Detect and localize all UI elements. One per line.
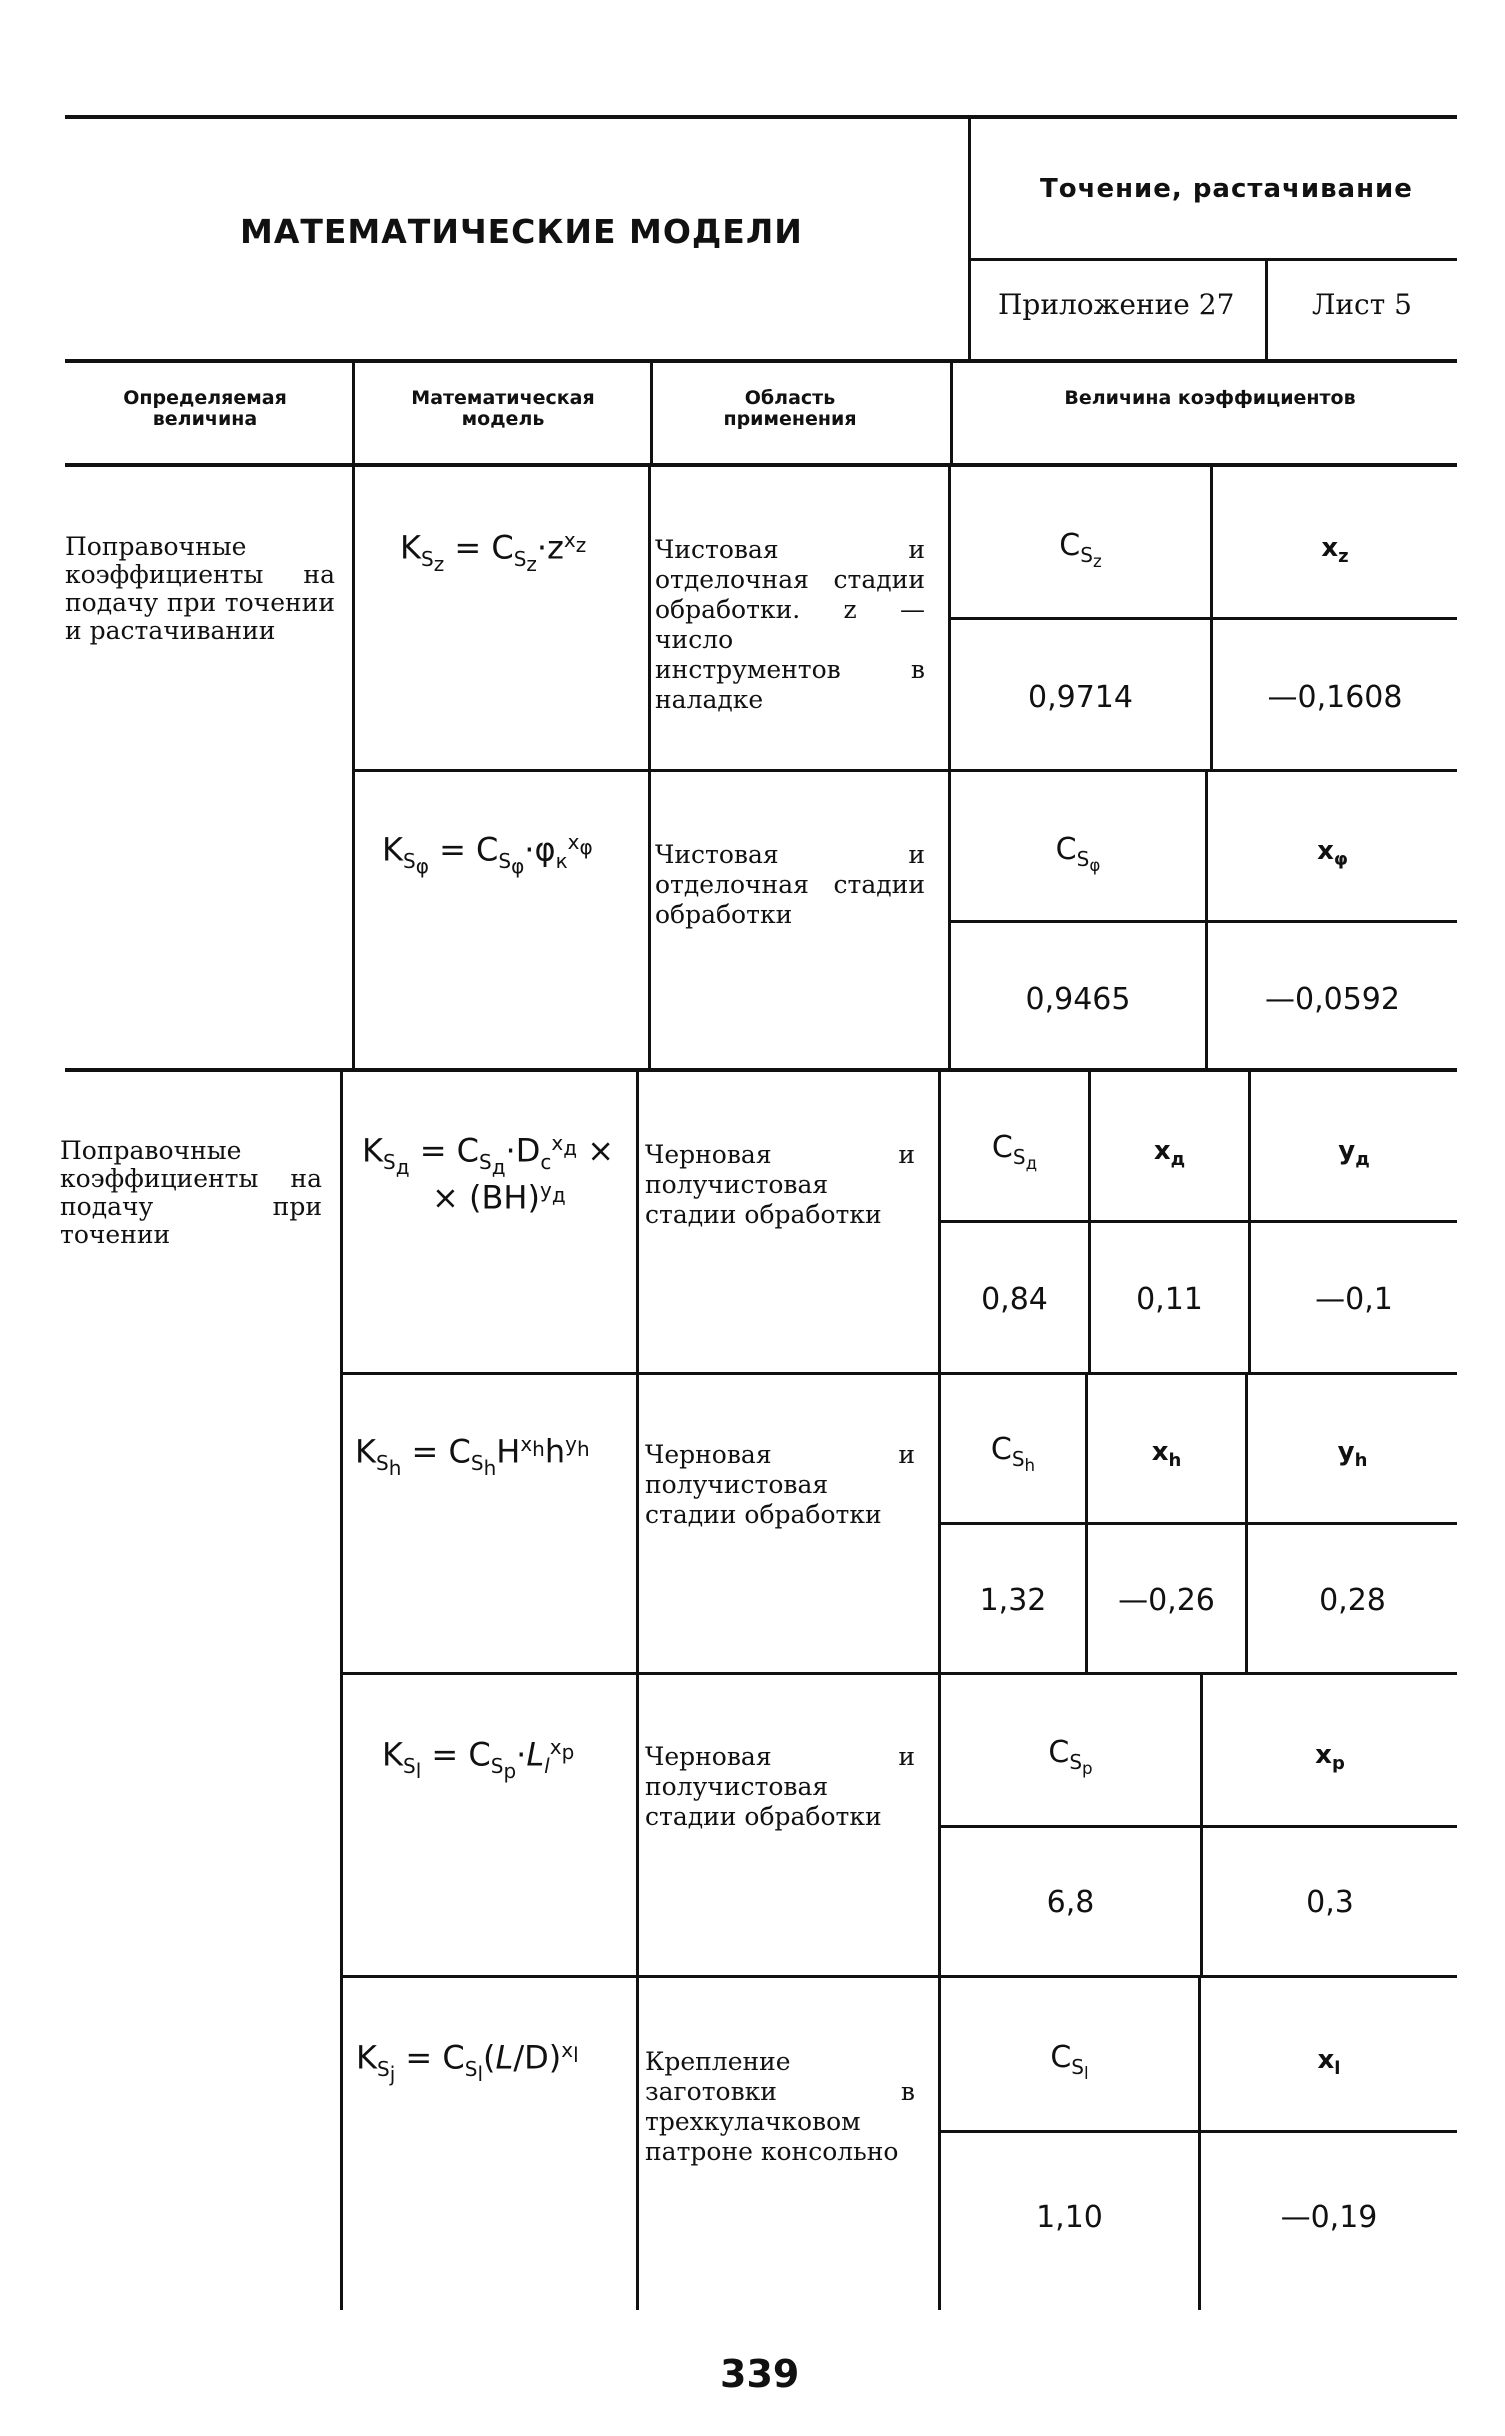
coef-value: 1,10 <box>1036 2200 1103 2235</box>
row-rule <box>340 1975 1457 1978</box>
formula-ksj: $K_{S_j} = C_{S_l}(L/D)^{x_l}$ <box>356 2038 579 2087</box>
coef-name: $C_{S_д}$ <box>991 1130 1038 1173</box>
group2-col-divider-1 <box>340 1072 343 2310</box>
appendix-label: Приложение 27 <box>998 288 1235 321</box>
col-header-quantity: Определяемая величина <box>123 387 287 430</box>
row6-coef-rule <box>941 2130 1457 2133</box>
coef-value: 0,9714 <box>1028 680 1133 715</box>
formula-ksl: $K_{S_l} = C_{S_p}\cdot L_l^{x_p}$ <box>382 1735 575 1784</box>
formula-ksh: $K_{S_h} = C_{S_h}H^{x_h}h^{y_h}$ <box>355 1432 590 1481</box>
col-divider-1 <box>352 363 355 463</box>
coef-name: $y_д$ <box>1338 1136 1370 1171</box>
coef-value: 0,3 <box>1306 1885 1354 1920</box>
col-divider-3 <box>950 363 953 463</box>
col-header-model: Математическая модель <box>411 387 595 430</box>
col-header-coefficients: Величина коэффициентов <box>1064 387 1356 409</box>
appendix-divider <box>1265 261 1268 359</box>
formula-ksphi: $K_{S_\varphi} = C_{S_\varphi}\cdot\varphi_к^{x_\varphi}$ <box>382 830 593 879</box>
coef-value: —0,19 <box>1280 2200 1378 2235</box>
scope-text: Черновая и получистовая стадии обработки <box>645 1140 915 1229</box>
coef-value: —0,26 <box>1118 1583 1215 1618</box>
group2-col-divider-2 <box>636 1072 639 2310</box>
header-bottom-rule <box>65 359 1457 363</box>
coef-name: $C_{S_\varphi}$ <box>1055 832 1101 875</box>
coef-value: 0,9465 <box>1025 982 1131 1017</box>
row1-coef-rule <box>951 617 1457 620</box>
col-divider-2 <box>650 363 653 463</box>
row-rule <box>352 769 1457 772</box>
page-number: 339 <box>720 2352 800 2396</box>
scope-text: Чистовая и отделочная стадии обработки. z — число инструментов в наладке <box>655 535 925 714</box>
col-header-scope: Область применения <box>723 387 857 430</box>
page-title: МАТЕМАТИЧЕСКИЕ МОДЕЛИ <box>240 212 803 251</box>
coef-value: —0,0592 <box>1265 982 1400 1017</box>
coef-value: —0,1608 <box>1267 680 1403 715</box>
coef-value: 1,32 <box>979 1583 1047 1618</box>
row-rule <box>340 1372 1457 1375</box>
coef-name: $C_{S_h}$ <box>990 1432 1036 1475</box>
row5-coef-rule <box>941 1825 1457 1828</box>
row4-coef-rule <box>941 1522 1457 1525</box>
group-label: Поправочные коэффициенты на подачу при точении <box>60 1136 322 1249</box>
coef-name: $x_д$ <box>1153 1136 1186 1171</box>
coef-name: $x_p$ <box>1315 1740 1345 1775</box>
coef-name: $y_h$ <box>1337 1437 1368 1472</box>
coef-name: $x_l$ <box>1317 2045 1341 2080</box>
group2-col-divider-3 <box>938 1072 941 2310</box>
coef-value: 0,28 <box>1319 1583 1386 1618</box>
section-title: Точение, растачивание <box>1040 174 1413 204</box>
scope-text: Крепление заготовки в трехкулачковом патроне консольно <box>645 2047 915 2166</box>
coef-name: $x_\varphi$ <box>1317 836 1348 871</box>
sheet-label: Лист 5 <box>1312 288 1412 321</box>
row6-coef-divider <box>1198 1978 1201 2310</box>
scope-text: Черновая и получистовая стадии обработки <box>645 1742 915 1831</box>
row2-coef-rule <box>951 920 1457 923</box>
row-rule <box>340 1672 1457 1675</box>
coef-name: $x_h$ <box>1151 1437 1182 1472</box>
formula-text <box>0 0 1 1</box>
group-label: Поправочные коэффициенты на подачу при точении и растачивании <box>65 532 335 645</box>
scope-text: Черновая и получистовая стадии обработки <box>645 1440 915 1529</box>
formula-ksz: $K_{S_z} = C_{S_z}\cdot z^{x_z}$ <box>400 528 587 577</box>
coef-value: 0,11 <box>1136 1282 1203 1317</box>
coef-name: $C_{S_p}$ <box>1048 1735 1093 1778</box>
header-inner-rule <box>971 258 1457 261</box>
coef-value: —0,1 <box>1315 1282 1393 1317</box>
top-rule <box>65 115 1457 119</box>
coef-name: $C_{S_z}$ <box>1059 528 1102 571</box>
scope-text: Чистовая и отделочная стадии обработки <box>655 840 925 929</box>
formula-ksd: $K_{S_д} = C_{S_д}\cdot D_c^{x_д}$ × <box>362 1131 615 1180</box>
row3-coef-rule <box>941 1220 1457 1223</box>
header-divider <box>968 119 971 359</box>
coef-value: 6,8 <box>1046 1885 1095 1920</box>
coef-value: 0,84 <box>981 1282 1048 1317</box>
formula-ksd-cont: × (BH)$^{y_д}$ <box>432 1178 566 1217</box>
coef-name: $C_{S_l}$ <box>1050 2040 1089 2083</box>
coef-name: $x_z$ <box>1321 533 1349 568</box>
col-header-rule <box>65 463 1457 467</box>
